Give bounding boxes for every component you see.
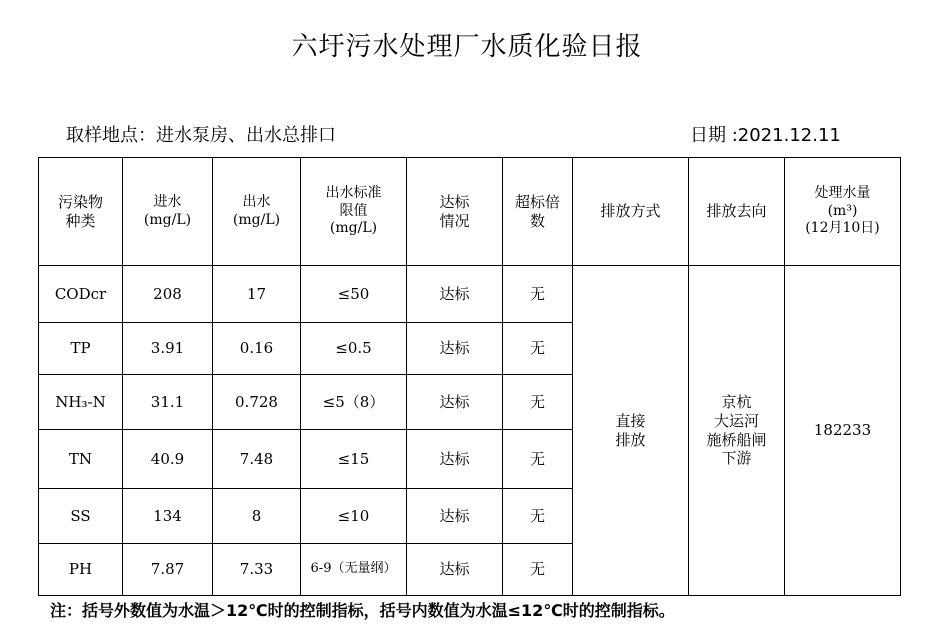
cell-effluent: 0.16 — [213, 323, 301, 375]
header-standard: 出水标准 限值 (mg/L) — [301, 158, 407, 266]
cell-effluent: 0.728 — [213, 375, 301, 430]
discharge-method-cell: 直接 排放 — [573, 266, 689, 596]
header-exceed: 超标倍 数 — [503, 158, 573, 266]
header-effluent: 出水 (mg/L) — [213, 158, 301, 266]
cell-compliance: 达标 — [407, 323, 503, 375]
cell-influent: 208 — [123, 266, 213, 323]
cell-standard: 6-9（无量纲） — [301, 544, 407, 596]
cell-exceed: 无 — [503, 544, 573, 596]
header-discharge-destination: 排放去向 — [689, 158, 785, 266]
cell-pollutant: TN — [39, 430, 123, 489]
cell-standard: ≤15 — [301, 430, 407, 489]
cell-pollutant: NH₃-N — [39, 375, 123, 430]
cell-exceed: 无 — [503, 430, 573, 489]
treated-volume-cell: 182233 — [785, 266, 901, 596]
discharge-destination-cell: 京杭 大运河 施桥船闸 下游 — [689, 266, 785, 596]
cell-influent: 40.9 — [123, 430, 213, 489]
cell-exceed: 无 — [503, 489, 573, 544]
header-row — [39, 158, 901, 266]
cell-effluent: 17 — [213, 266, 301, 323]
report-title: 六圩污水处理厂水质化验日报 — [291, 32, 643, 62]
cell-exceed: 无 — [503, 323, 573, 375]
cell-compliance: 达标 — [407, 489, 503, 544]
water-quality-table — [38, 157, 901, 596]
sampling-location: 取样地点：进水泵房、出水总排口 — [66, 125, 336, 146]
cell-pollutant: TP — [39, 323, 123, 375]
report-date: 日期 :2021.12.11 — [690, 125, 841, 146]
cell-exceed: 无 — [503, 266, 573, 323]
header-compliance: 达标 情况 — [407, 158, 503, 266]
cell-effluent: 7.33 — [213, 544, 301, 596]
cell-pollutant: CODcr — [39, 266, 123, 323]
cell-standard: ≤0.5 — [301, 323, 407, 375]
cell-standard: ≤5（8） — [301, 375, 407, 430]
footnote: 注：括号外数值为水温＞12℃时的控制指标，括号内数值为水温≤12℃时的控制指标。 — [50, 601, 675, 620]
cell-effluent: 7.48 — [213, 430, 301, 489]
cell-standard: ≤50 — [301, 266, 407, 323]
cell-compliance: 达标 — [407, 544, 503, 596]
header-influent: 进水 (mg/L) — [123, 158, 213, 266]
cell-influent: 3.91 — [123, 323, 213, 375]
header-discharge-method: 排放方式 — [573, 158, 689, 266]
cell-compliance: 达标 — [407, 430, 503, 489]
cell-exceed: 无 — [503, 375, 573, 430]
cell-compliance: 达标 — [407, 375, 503, 430]
cell-effluent: 8 — [213, 489, 301, 544]
cell-influent: 134 — [123, 489, 213, 544]
cell-influent: 7.87 — [123, 544, 213, 596]
cell-compliance: 达标 — [407, 266, 503, 323]
cell-pollutant: SS — [39, 489, 123, 544]
cell-pollutant: PH — [39, 544, 123, 596]
cell-influent: 31.1 — [123, 375, 213, 430]
header-pollutant: 污染物 种类 — [39, 158, 123, 266]
header-volume: 处理水量 (m³) (12月10日) — [785, 158, 901, 266]
table-row — [39, 266, 901, 323]
cell-standard: ≤10 — [301, 489, 407, 544]
